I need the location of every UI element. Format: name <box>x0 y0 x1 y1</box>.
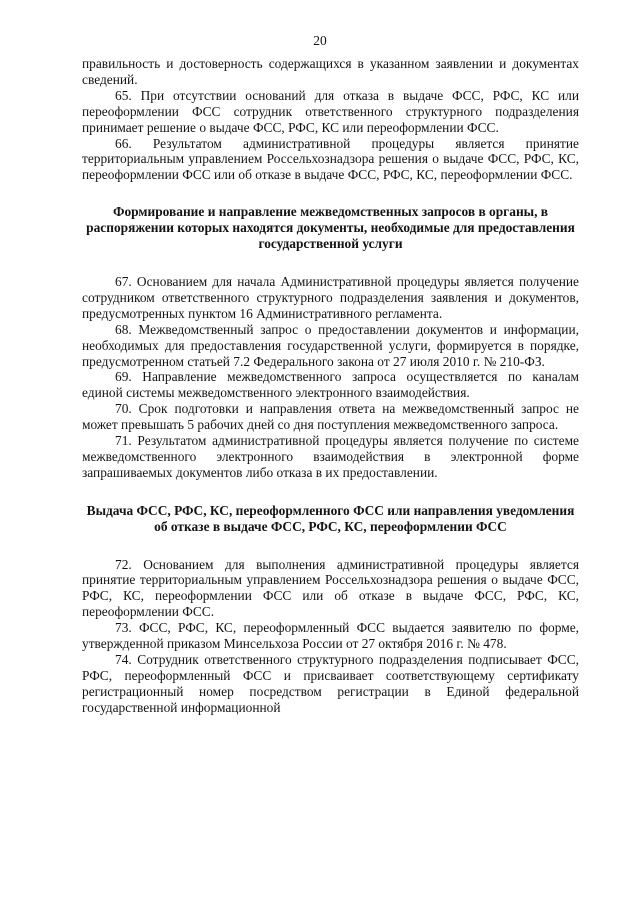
page-number: 20 <box>313 33 327 48</box>
paragraph-68: 68. Межведомственный запрос о предоставлении документов и информации, необходимых для предоставления государственной услуги, формируется в порядке, предусмотренном статьей 7.2 Федерального закона от 27 июля 2010 г. № 210-ФЗ. <box>82 321 579 369</box>
paragraph-65: 65. При отсутствии оснований для отказа в выдаче ФСС, РФС, КС или переоформлении ФСС сотрудник ответственного структурного подразделения принимает решение о выдаче ФСС, РФС, КС или переоформлении ФСС. <box>82 87 579 135</box>
paragraph-66: 66. Результатом административной процедуры является принятие территориальным управлением Россельхознадзора решения о выдаче ФСС, РФС, КС, переоформлении ФСС или об отказе в выдаче ФСС, РФС, КС, переоформлении ФСС. <box>82 135 579 183</box>
paragraph-72: 72. Основанием для выполнения административной процедуры является принятие территориальным управлением Россельхознадзора решения о выдаче ФСС, РФС, КС, переоформлении ФСС или об отказе в выдаче ФСС, РФС, КС, переоформлении ФСС. <box>82 556 579 620</box>
paragraph-continuation: правильность и достоверность содержащихся в указанном заявлении и документах сведений. <box>82 56 579 87</box>
section-heading-issuance: Выдача ФСС, РФС, КС, переоформленного ФСС или направления уведомления об отказе в выдаче ФСС, РФС, КС, переоформлении ФСС <box>86 502 575 534</box>
paragraph-69: 69. Направление межведомственного запроса осуществляется по каналам единой системы межведомственного электронного взаимодействия. <box>82 369 579 401</box>
document-body <box>82 56 579 716</box>
paragraph-71: 71. Результатом административной процедуры является получение по системе межведомственного электронного взаимодействия в электронной форме запрашиваемых документов либо отказа в их предоставлении. <box>82 433 579 480</box>
section-heading-interagency-requests: Формирование и направление межведомственных запросов в органы, в распоряжении которых находятся документы, необходимые для предоставления государственной услуги <box>86 204 575 252</box>
paragraph-74: 74. Сотрудник ответственного структурного подразделения подписывает ФСС, РФС, переоформленный ФСС и присваивает соответствующему сертификату регистрационный номер посредством регистрации в Единой федеральной государственной информационной <box>82 652 579 715</box>
paragraph-67: 67. Основанием для начала Административной процедуры является получение сотрудником ответственного структурного подразделения заявления и документов, предусмотренных пунктом 16 Административного регламента. <box>82 273 579 321</box>
paragraph-73: 73. ФСС, РФС, КС, переоформленный ФСС выдается заявителю по форме, утвержденной приказом Минсельхоза России от 27 октября 2016 г. № 478. <box>82 620 579 652</box>
paragraph-70: 70. Срок подготовки и направления ответа на межведомственный запрос не может превышать 5 рабочих дней со дня поступления межведомственного запроса. <box>82 401 579 433</box>
